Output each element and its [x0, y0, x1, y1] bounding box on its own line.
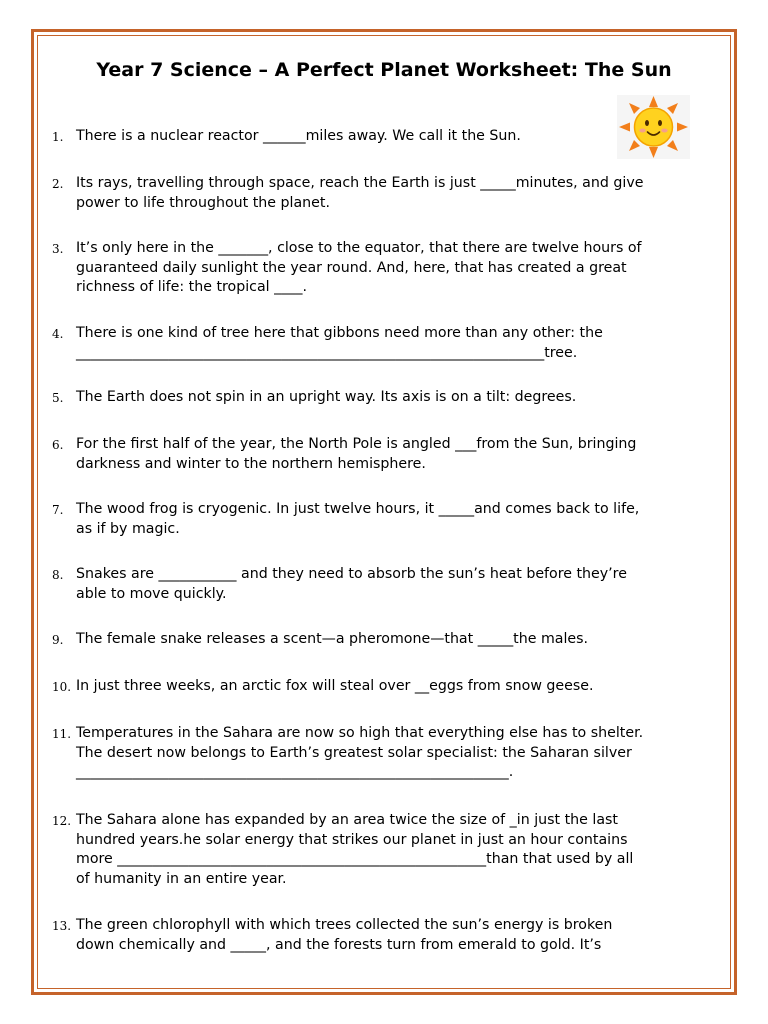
- question-11: [52, 724, 712, 783]
- question-number: 8.: [52, 568, 64, 582]
- question-number: 11.: [52, 727, 72, 741]
- question-number: 7.: [52, 503, 64, 517]
- question-2: [52, 174, 712, 213]
- question-text: Its rays, travelling through space, reach the Earth is just _____minutes, and give power to life throughout the planet.: [76, 175, 644, 211]
- question-number: 13.: [52, 919, 72, 933]
- question-13: [52, 916, 712, 955]
- question-7: [52, 500, 712, 539]
- question-1: [52, 127, 712, 147]
- question-number: 1.: [52, 130, 64, 144]
- question-number: 5.: [52, 391, 64, 405]
- question-text: The Earth does not spin in an upright way. Its axis is on a tilt: degrees.: [76, 389, 577, 405]
- question-number: 12.: [52, 814, 72, 828]
- question-text: The green chlorophyll with which trees collected the sun’s energy is broken down chemically and _____, and the forests turn from emerald to gold. It’s: [76, 917, 613, 953]
- question-6: [52, 435, 712, 474]
- question-5: [52, 388, 712, 408]
- question-10: [52, 677, 712, 697]
- question-9: [52, 630, 712, 650]
- question-text: It’s only here in the _______, close to the equator, that there are twelve hours of guaranteed daily sunlight the year round. And, here, that has created a great richness of life: the tropical ____.: [76, 240, 642, 296]
- question-4: [52, 324, 712, 363]
- question-number: 9.: [52, 633, 64, 647]
- question-text: The Sahara alone has expanded by an area twice the size of _in just the last hundred years.he solar energy that strikes our planet in just an hour contains more ____________________________________________________than that used by all of humanity in an entire year.: [76, 812, 634, 887]
- question-text: The female snake releases a scent—a pheromone—that _____the males.: [76, 631, 589, 647]
- question-number: 6.: [52, 438, 64, 452]
- question-text: In just three weeks, an arctic fox will steal over __eggs from snow geese.: [76, 678, 594, 694]
- question-text: Temperatures in the Sahara are now so high that everything else has to shelter. The desert now belongs to Earth’s greatest solar specialist: the Saharan silver _____________________________________________________________.: [76, 725, 644, 781]
- question-number: 3.: [52, 242, 64, 256]
- question-number: 4.: [52, 327, 64, 341]
- question-text: There is one kind of tree here that gibbons need more than any other: the __________________________________________________________________tree.: [76, 325, 603, 361]
- question-8: [52, 565, 712, 604]
- question-text: Snakes are ___________ and they need to absorb the sun’s heat before they’re able to move quickly.: [76, 566, 627, 602]
- question-12: [52, 811, 712, 889]
- question-number: 10.: [52, 680, 72, 694]
- question-text: There is a nuclear reactor ______miles away. We call it the Sun.: [76, 128, 521, 144]
- worksheet-page: [31, 29, 737, 995]
- worksheet-title: Year 7 Science – A Perfect Planet Worksheet: The Sun: [96, 59, 672, 81]
- question-text: The wood frog is cryogenic. In just twelve hours, it _____and comes back to life, as if by magic.: [76, 501, 640, 537]
- question-text: For the first half of the year, the North Pole is angled ___from the Sun, bringing darkness and winter to the northern hemisphere.: [76, 436, 637, 472]
- question-3: [52, 239, 712, 298]
- question-number: 2.: [52, 177, 64, 191]
